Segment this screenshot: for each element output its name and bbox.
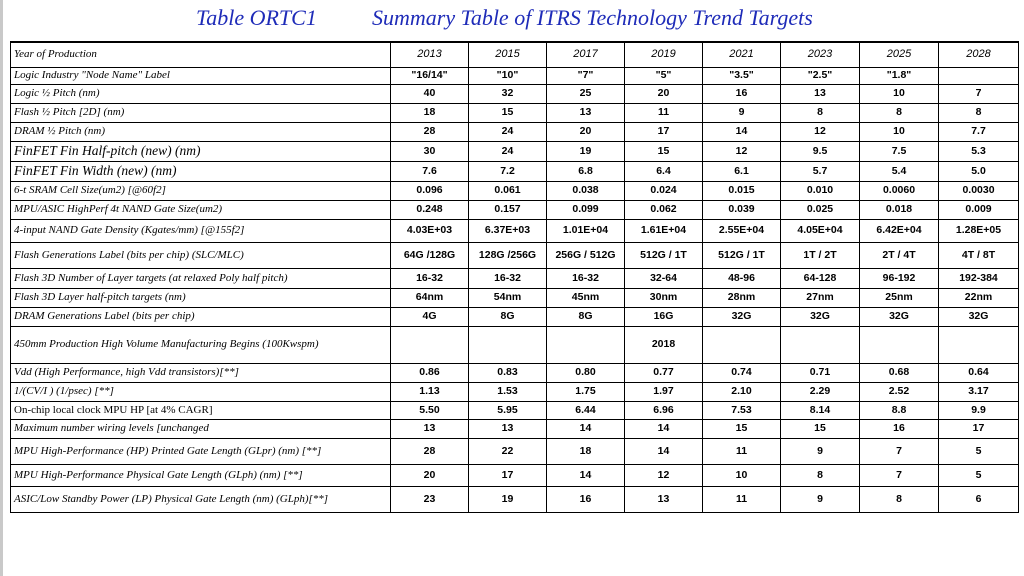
table-row bbox=[11, 363, 1019, 382]
table-row bbox=[11, 438, 1019, 464]
year-header: 2028 bbox=[939, 42, 1019, 67]
table-cell: 20 bbox=[625, 84, 703, 103]
row-label: MPU/ASIC HighPerf 4t NAND Gate Size(um2) bbox=[11, 200, 391, 219]
row-label: Flash 3D Number of Layer targets (at relaxed Poly half pitch) bbox=[11, 268, 391, 288]
table-cell: 64nm bbox=[391, 288, 469, 307]
table-cell: 2T / 4T bbox=[860, 242, 939, 268]
row-label: MPU High-Performance Physical Gate Length (GLph) (nm) [**] bbox=[11, 464, 391, 486]
table-cell: 4T / 8T bbox=[939, 242, 1019, 268]
table-cell: 16 bbox=[703, 84, 781, 103]
table-row bbox=[11, 326, 1019, 363]
table-cell: 5.0 bbox=[939, 161, 1019, 181]
trend-table bbox=[10, 41, 1019, 513]
table-cell: 0.096 bbox=[391, 181, 469, 200]
table-cell: 7.53 bbox=[703, 401, 781, 419]
table-cell: 9.9 bbox=[939, 401, 1019, 419]
table-cell: 0.0030 bbox=[939, 181, 1019, 200]
table-cell: 14 bbox=[547, 419, 625, 438]
table-cell: 12 bbox=[625, 464, 703, 486]
table-title: Summary Table of ITRS Technology Trend Targets bbox=[372, 5, 813, 30]
table-cell: 22 bbox=[469, 438, 547, 464]
table-cell: 6.37E+03 bbox=[469, 219, 547, 242]
table-row bbox=[11, 219, 1019, 242]
table-cell: 0.0060 bbox=[860, 181, 939, 200]
row-label: 1/(CV/I ) (1/psec) [**] bbox=[11, 382, 391, 401]
table-cell: 64G /128G bbox=[391, 242, 469, 268]
table-cell: 0.062 bbox=[625, 200, 703, 219]
table-row bbox=[11, 307, 1019, 326]
year-header: 2025 bbox=[860, 42, 939, 67]
table-cell: 11 bbox=[703, 486, 781, 512]
table-cell: 7.6 bbox=[391, 161, 469, 181]
table-cell: 15 bbox=[703, 419, 781, 438]
table-cell bbox=[391, 326, 469, 363]
table-cell: 7 bbox=[860, 464, 939, 486]
table-cell: 16-32 bbox=[547, 268, 625, 288]
table-cell: 12 bbox=[781, 122, 860, 141]
table-cell: 1.28E+05 bbox=[939, 219, 1019, 242]
table-cell: 6.42E+04 bbox=[860, 219, 939, 242]
table-cell: 1.13 bbox=[391, 382, 469, 401]
table-cell: 192-384 bbox=[939, 268, 1019, 288]
table-cell: 32G bbox=[860, 307, 939, 326]
row-label: 4-input NAND Gate Density (Kgates/mm) [@155f2] bbox=[11, 219, 391, 242]
table-cell: 9.5 bbox=[781, 141, 860, 161]
table-row bbox=[11, 288, 1019, 307]
table-code: Table ORTC1 bbox=[196, 5, 317, 30]
table-cell: "16/14" bbox=[391, 67, 469, 84]
table-cell: 5.3 bbox=[939, 141, 1019, 161]
table-cell: 64-128 bbox=[781, 268, 860, 288]
table-cell: 32 bbox=[469, 84, 547, 103]
table-cell: 96-192 bbox=[860, 268, 939, 288]
row-label: ASIC/Low Standby Power (LP) Physical Gate Length (nm) (GLph)[**] bbox=[11, 486, 391, 512]
corner-label: Year of Production bbox=[11, 42, 391, 67]
table-cell: 9 bbox=[703, 103, 781, 122]
table-row bbox=[11, 67, 1019, 84]
table-row bbox=[11, 84, 1019, 103]
table-cell: 0.024 bbox=[625, 181, 703, 200]
table-cell: 13 bbox=[391, 419, 469, 438]
table-cell: 14 bbox=[703, 122, 781, 141]
table-cell: 1.53 bbox=[469, 382, 547, 401]
table-cell: 2.10 bbox=[703, 382, 781, 401]
table-cell bbox=[939, 326, 1019, 363]
table-cell: 8 bbox=[781, 103, 860, 122]
table-cell: 25 bbox=[547, 84, 625, 103]
table-row bbox=[11, 268, 1019, 288]
table-cell: 17 bbox=[469, 464, 547, 486]
table-cell: 7 bbox=[860, 438, 939, 464]
table-cell: 2.52 bbox=[860, 382, 939, 401]
table-cell: 0.86 bbox=[391, 363, 469, 382]
table-cell: 14 bbox=[625, 438, 703, 464]
table-cell: 19 bbox=[469, 486, 547, 512]
table-cell: 13 bbox=[781, 84, 860, 103]
table-cell: 0.099 bbox=[547, 200, 625, 219]
table-cell: 40 bbox=[391, 84, 469, 103]
year-header: 2021 bbox=[703, 42, 781, 67]
table-cell: 4G bbox=[391, 307, 469, 326]
table-cell: 0.77 bbox=[625, 363, 703, 382]
table-cell: 9 bbox=[781, 438, 860, 464]
table-cell: 13 bbox=[469, 419, 547, 438]
table-cell: 24 bbox=[469, 141, 547, 161]
table-cell: 0.061 bbox=[469, 181, 547, 200]
table-cell: 5.95 bbox=[469, 401, 547, 419]
table-cell: 10 bbox=[703, 464, 781, 486]
table-cell: 5.4 bbox=[860, 161, 939, 181]
table-cell: 10 bbox=[860, 84, 939, 103]
table-cell: "7" bbox=[547, 67, 625, 84]
table-cell: 13 bbox=[625, 486, 703, 512]
row-label: Flash ½ Pitch [2D] (nm) bbox=[11, 103, 391, 122]
table-cell: 128G /256G bbox=[469, 242, 547, 268]
table-cell: 0.010 bbox=[781, 181, 860, 200]
table-cell: 6.44 bbox=[547, 401, 625, 419]
table-cell: 16G bbox=[625, 307, 703, 326]
table-cell: 6.8 bbox=[547, 161, 625, 181]
table-cell: 17 bbox=[939, 419, 1019, 438]
table-cell: 24 bbox=[469, 122, 547, 141]
table-cell: 6.1 bbox=[703, 161, 781, 181]
table-cell: 19 bbox=[547, 141, 625, 161]
table-cell: 7.2 bbox=[469, 161, 547, 181]
table-body bbox=[11, 42, 1019, 512]
table-row bbox=[11, 242, 1019, 268]
table-cell: "1.8" bbox=[860, 67, 939, 84]
row-label: Vdd (High Performance, high Vdd transistors)[**] bbox=[11, 363, 391, 382]
table-cell: 0.248 bbox=[391, 200, 469, 219]
table-cell: 7 bbox=[939, 84, 1019, 103]
table-cell: 256G / 512G bbox=[547, 242, 625, 268]
table-cell: 1T / 2T bbox=[781, 242, 860, 268]
table-cell: 8 bbox=[860, 486, 939, 512]
row-label: DRAM ½ Pitch (nm) bbox=[11, 122, 391, 141]
table-row bbox=[11, 486, 1019, 512]
table-cell: 0.64 bbox=[939, 363, 1019, 382]
table-cell: 20 bbox=[391, 464, 469, 486]
table-cell: 18 bbox=[547, 438, 625, 464]
table-cell: 11 bbox=[625, 103, 703, 122]
table-cell: 8 bbox=[939, 103, 1019, 122]
table-cell: 45nm bbox=[547, 288, 625, 307]
table-cell: 23 bbox=[391, 486, 469, 512]
table-cell: 15 bbox=[781, 419, 860, 438]
row-label: MPU High-Performance (HP) Printed Gate Length (GLpr) (nm) [**] bbox=[11, 438, 391, 464]
row-label: DRAM Generations Label (bits per chip) bbox=[11, 307, 391, 326]
table-cell: 25nm bbox=[860, 288, 939, 307]
row-label: 6-t SRAM Cell Size(um2) [@60f2] bbox=[11, 181, 391, 200]
table-cell: 512G / 1T bbox=[703, 242, 781, 268]
row-label: Flash Generations Label (bits per chip) (SLC/MLC) bbox=[11, 242, 391, 268]
table-cell: 0.68 bbox=[860, 363, 939, 382]
table-cell: 28 bbox=[391, 438, 469, 464]
table-cell: 32G bbox=[781, 307, 860, 326]
table-cell: 0.157 bbox=[469, 200, 547, 219]
table-cell: 8G bbox=[547, 307, 625, 326]
table-cell bbox=[939, 67, 1019, 84]
table-cell: 28 bbox=[391, 122, 469, 141]
table-cell: 4.05E+04 bbox=[781, 219, 860, 242]
table-cell: 6.4 bbox=[625, 161, 703, 181]
table-cell: 32-64 bbox=[625, 268, 703, 288]
table-cell: 1.75 bbox=[547, 382, 625, 401]
table-cell: 5 bbox=[939, 438, 1019, 464]
table-row bbox=[11, 181, 1019, 200]
table-row bbox=[11, 103, 1019, 122]
row-label: On-chip local clock MPU HP [at 4% CAGR] bbox=[11, 401, 391, 419]
table-cell: 11 bbox=[703, 438, 781, 464]
table-cell: 0.039 bbox=[703, 200, 781, 219]
table-cell: "3.5" bbox=[703, 67, 781, 84]
table-cell: 16 bbox=[860, 419, 939, 438]
table-cell: "5" bbox=[625, 67, 703, 84]
table-row bbox=[11, 161, 1019, 181]
table-cell: 0.71 bbox=[781, 363, 860, 382]
table-cell: 10 bbox=[860, 122, 939, 141]
row-label: Flash 3D Layer half-pitch targets (nm) bbox=[11, 288, 391, 307]
row-label: Logic Industry "Node Name" Label bbox=[11, 67, 391, 84]
table-cell: 0.83 bbox=[469, 363, 547, 382]
table-cell: 6.96 bbox=[625, 401, 703, 419]
table-cell: 4.03E+03 bbox=[391, 219, 469, 242]
table-cell: 5 bbox=[939, 464, 1019, 486]
row-label: Logic ½ Pitch (nm) bbox=[11, 84, 391, 103]
row-label: FinFET Fin Half-pitch (new) (nm) bbox=[11, 141, 391, 161]
table-cell: 0.015 bbox=[703, 181, 781, 200]
year-header: 2015 bbox=[469, 42, 547, 67]
table-cell bbox=[469, 326, 547, 363]
table-row bbox=[11, 141, 1019, 161]
table-cell: 2.55E+04 bbox=[703, 219, 781, 242]
row-label: FinFET Fin Width (new) (nm) bbox=[11, 161, 391, 181]
table-cell: 16-32 bbox=[391, 268, 469, 288]
table-cell: "2.5" bbox=[781, 67, 860, 84]
table-cell: 48-96 bbox=[703, 268, 781, 288]
table-cell: 12 bbox=[703, 141, 781, 161]
table-cell bbox=[860, 326, 939, 363]
year-header: 2023 bbox=[781, 42, 860, 67]
table-cell: 6 bbox=[939, 486, 1019, 512]
table-cell: 14 bbox=[547, 464, 625, 486]
table-cell: 15 bbox=[625, 141, 703, 161]
table-cell: 22nm bbox=[939, 288, 1019, 307]
table-cell: 30 bbox=[391, 141, 469, 161]
header-row bbox=[11, 42, 1019, 67]
table-cell: 54nm bbox=[469, 288, 547, 307]
table-cell bbox=[703, 326, 781, 363]
table-cell: 0.038 bbox=[547, 181, 625, 200]
left-frame-border bbox=[0, 0, 3, 576]
table-cell: 32G bbox=[939, 307, 1019, 326]
table-cell: 32G bbox=[703, 307, 781, 326]
row-label: Maximum number wiring levels [unchanged bbox=[11, 419, 391, 438]
table-cell: "10" bbox=[469, 67, 547, 84]
table-cell: 9 bbox=[781, 486, 860, 512]
table-row bbox=[11, 382, 1019, 401]
table-cell: 0.018 bbox=[860, 200, 939, 219]
table-cell: 15 bbox=[469, 103, 547, 122]
table-cell: 27nm bbox=[781, 288, 860, 307]
table-cell: 0.025 bbox=[781, 200, 860, 219]
table-row bbox=[11, 419, 1019, 438]
title-bar bbox=[0, 0, 1024, 38]
table-cell: 7.7 bbox=[939, 122, 1019, 141]
table-row bbox=[11, 122, 1019, 141]
table-cell: 1.01E+04 bbox=[547, 219, 625, 242]
table-cell: 7.5 bbox=[860, 141, 939, 161]
table-row bbox=[11, 401, 1019, 419]
table-cell: 0.80 bbox=[547, 363, 625, 382]
table-cell: 17 bbox=[625, 122, 703, 141]
table-cell: 28nm bbox=[703, 288, 781, 307]
table-cell: 20 bbox=[547, 122, 625, 141]
table-cell: 5.50 bbox=[391, 401, 469, 419]
table-cell: 30nm bbox=[625, 288, 703, 307]
table-cell: 8 bbox=[860, 103, 939, 122]
table-row bbox=[11, 464, 1019, 486]
row-label: 450mm Production High Volume Manufacturing Begins (100Kwspm) bbox=[11, 326, 391, 363]
table-cell: 2.29 bbox=[781, 382, 860, 401]
table-row bbox=[11, 200, 1019, 219]
table-cell: 8.8 bbox=[860, 401, 939, 419]
table-cell: 512G / 1T bbox=[625, 242, 703, 268]
table-cell: 0.009 bbox=[939, 200, 1019, 219]
table-cell: 8G bbox=[469, 307, 547, 326]
year-header: 2019 bbox=[625, 42, 703, 67]
table-cell: 2018 bbox=[625, 326, 703, 363]
table-cell: 8.14 bbox=[781, 401, 860, 419]
table-cell bbox=[547, 326, 625, 363]
table-cell: 16 bbox=[547, 486, 625, 512]
table-cell: 1.97 bbox=[625, 382, 703, 401]
table-cell: 8 bbox=[781, 464, 860, 486]
table-cell: 1.61E+04 bbox=[625, 219, 703, 242]
year-header: 2013 bbox=[391, 42, 469, 67]
table-cell: 0.74 bbox=[703, 363, 781, 382]
table-cell: 13 bbox=[547, 103, 625, 122]
year-header: 2017 bbox=[547, 42, 625, 67]
table-cell: 18 bbox=[391, 103, 469, 122]
table-cell: 3.17 bbox=[939, 382, 1019, 401]
table-cell bbox=[781, 326, 860, 363]
table-cell: 16-32 bbox=[469, 268, 547, 288]
table-cell: 14 bbox=[625, 419, 703, 438]
table-cell: 5.7 bbox=[781, 161, 860, 181]
